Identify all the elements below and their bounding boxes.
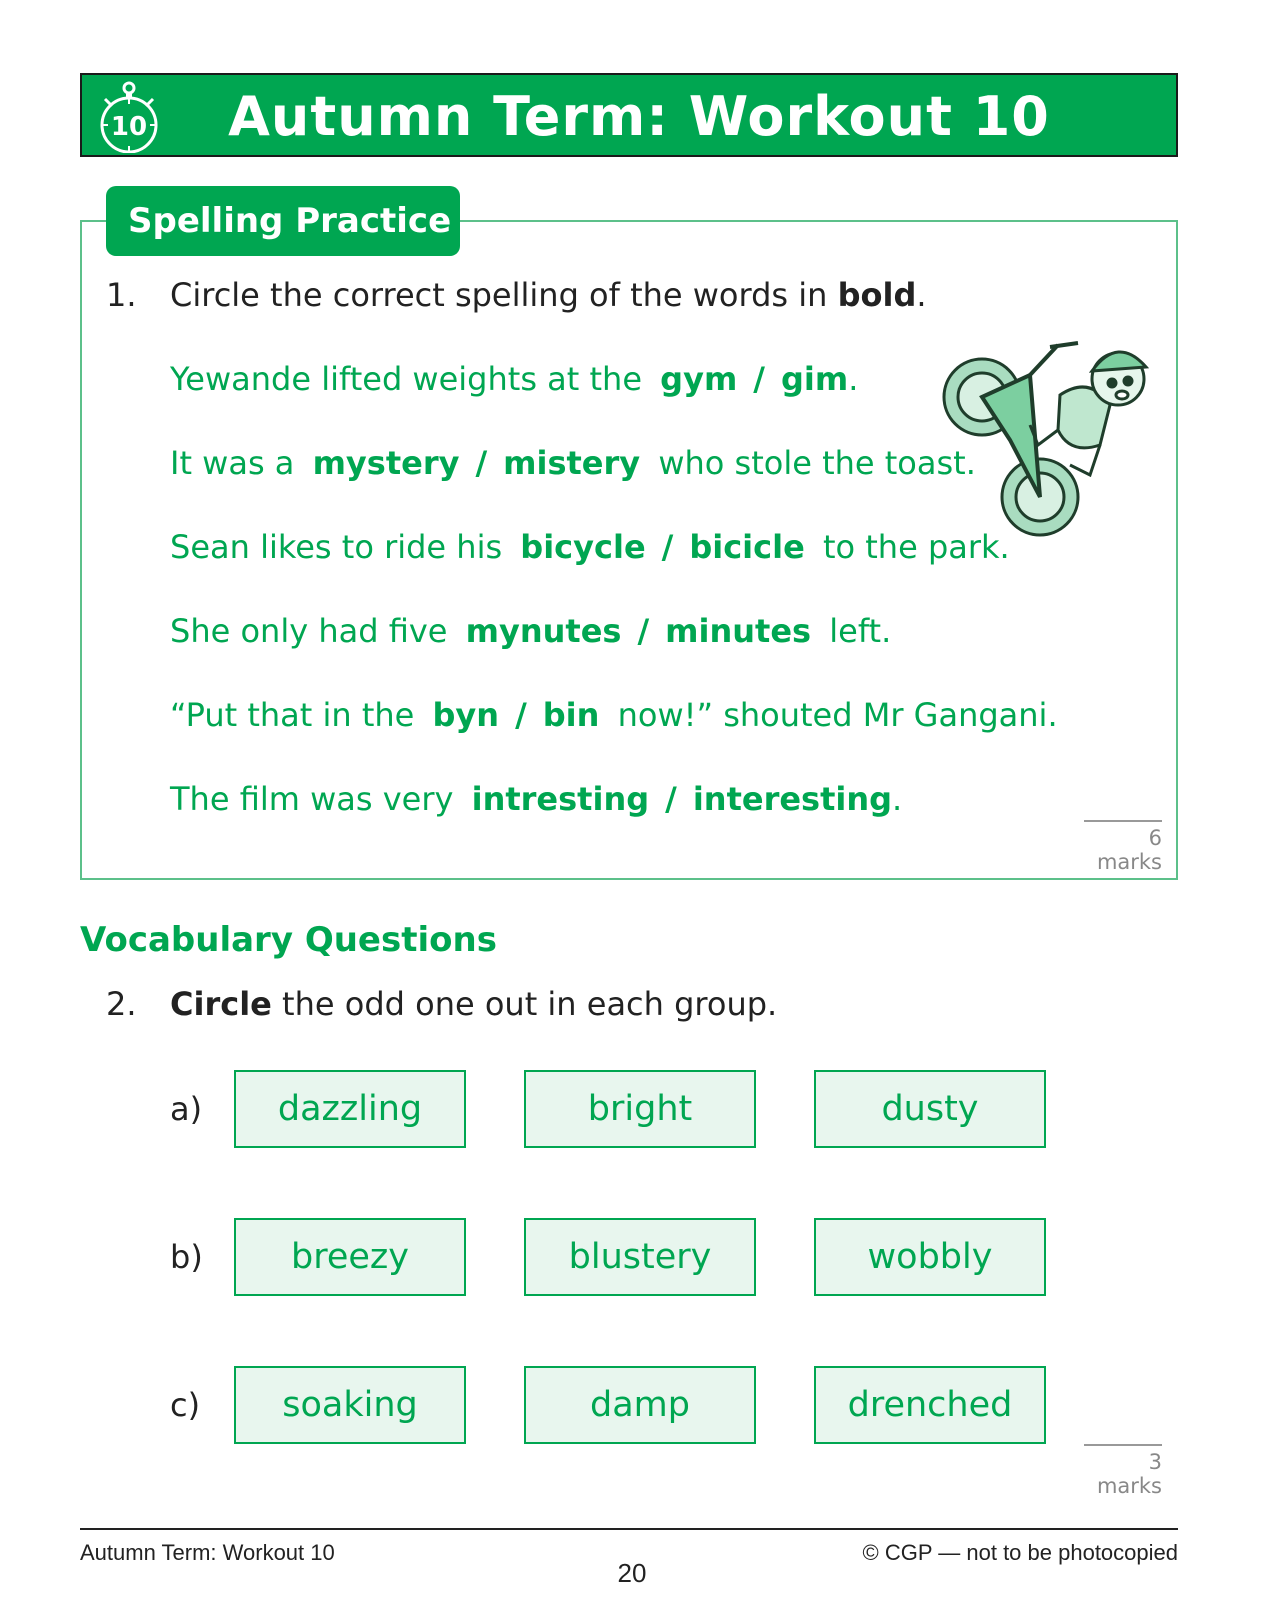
spelling-option[interactable]: bicicle — [689, 528, 805, 566]
spelling-option[interactable]: intresting — [471, 780, 650, 818]
page-title: Autumn Term: Workout 10 — [228, 85, 1050, 148]
word-option[interactable]: blustery — [524, 1218, 756, 1296]
spelling-instruction: Circle the correct spelling of the words in bold. — [170, 276, 927, 314]
question-number: 1. — [106, 276, 137, 314]
spelling-option[interactable]: minutes — [665, 612, 812, 650]
word-option[interactable]: bright — [524, 1070, 756, 1148]
boy-on-bicycle-illustration — [940, 335, 1166, 545]
title-banner — [80, 73, 1178, 157]
vocabulary-heading: Vocabulary Questions — [80, 920, 497, 960]
spelling-option[interactable]: mynutes — [465, 612, 622, 650]
spelling-sentence: “Put that in the byn / bin now!” shouted Mr Gangani. — [170, 696, 1058, 734]
timer-number: 10 — [110, 112, 148, 142]
spelling-option[interactable]: bin — [542, 696, 600, 734]
spelling-sentence: Yewande lifted weights at the gym / gim. — [170, 360, 859, 398]
page-number: 20 — [617, 1558, 647, 1588]
spelling-option[interactable]: gim — [780, 360, 849, 398]
word-option[interactable]: drenched — [814, 1366, 1046, 1444]
spelling-sentence: It was a mystery / mistery who stole the toast. — [170, 444, 976, 482]
spelling-option[interactable]: mistery — [503, 444, 641, 482]
spelling-option[interactable]: mystery — [312, 444, 460, 482]
spelling-section-tab: Spelling Practice — [106, 186, 460, 256]
group-label: b) — [170, 1238, 203, 1276]
word-option[interactable]: dusty — [814, 1070, 1046, 1148]
word-option[interactable]: dazzling — [234, 1070, 466, 1148]
vocabulary-instruction: Circle the odd one out in each group. — [170, 985, 778, 1023]
word-option[interactable]: wobbly — [814, 1218, 1046, 1296]
spelling-option[interactable]: interesting — [692, 780, 893, 818]
spelling-option[interactable]: bicycle — [520, 528, 646, 566]
marks-label: 6 marks — [1084, 820, 1162, 874]
group-label: a) — [170, 1090, 203, 1128]
footer-divider — [80, 1528, 1178, 1530]
spelling-sentence: Sean likes to ride his bicycle / bicicle to the park. — [170, 528, 1010, 566]
marks-label: 3 marks — [1084, 1444, 1162, 1498]
spelling-option[interactable]: gym — [660, 360, 738, 398]
group-label: c) — [170, 1386, 201, 1424]
spelling-sentence: The film was very intresting / interesting. — [170, 780, 903, 818]
spelling-sentence: She only had five mynutes / minutes left. — [170, 612, 892, 650]
copyright-notice: © CGP — not to be photocopied — [862, 1540, 1178, 1565]
word-option[interactable]: soaking — [234, 1366, 466, 1444]
word-option[interactable]: damp — [524, 1366, 756, 1444]
question-number: 2. — [106, 985, 137, 1023]
footer-title: Autumn Term: Workout 10 — [80, 1540, 335, 1565]
spelling-option[interactable]: byn — [432, 696, 500, 734]
word-option[interactable]: breezy — [234, 1218, 466, 1296]
